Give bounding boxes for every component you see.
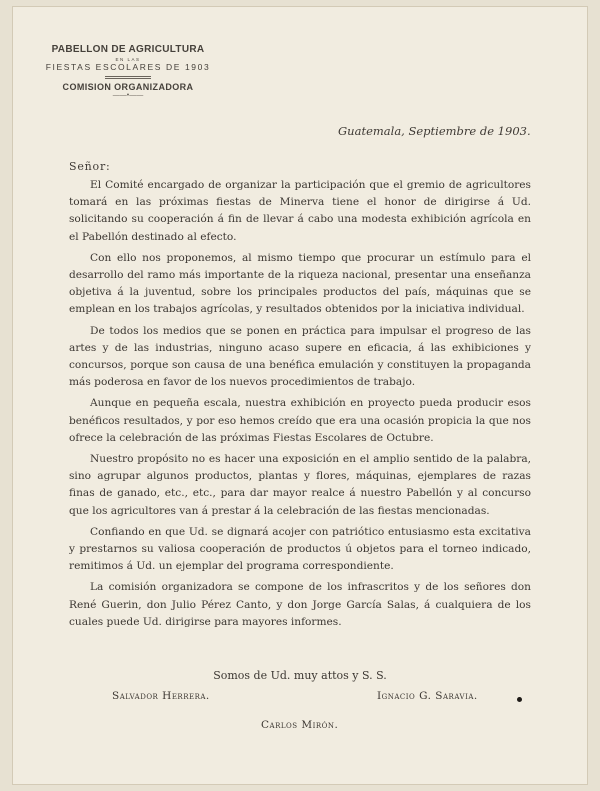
signatory-carlos-miron: Carlos Mirón. bbox=[261, 719, 339, 731]
signatory-salvador-herrera: Salvador Herrera. bbox=[112, 690, 210, 702]
letter-body bbox=[69, 177, 531, 635]
paragraph: Con ello nos proponemos, al mismo tiempo que procurar un estímulo para el desarrollo del ramo más importante de la riqueza nacional, presentar una enseñanza objetiva á la juventud, sobre los principales productos del país, máquinas que se emplean en los trabajos agrícolas, y resultados obtenidos por la iniciativa individual. bbox=[69, 251, 531, 316]
dateline: Guatemala, Septiembre de 1903. bbox=[338, 124, 531, 138]
letterhead-title: PABELLON DE AGRICULTURA bbox=[51, 44, 205, 55]
paragraph: Nuestro propósito no es hacer una exposición en el amplio sentido de la palabra, sino agrupar algunos productos, plantas y flores, máquinas, ejemplares de razas finas de ganado, etc., etc., para dar mayor realce á nuestro Pabellón y al concurso que los agricultores van á prestar á la celebración de las fiestas mencionadas. bbox=[69, 453, 531, 517]
ink-dot-mark bbox=[517, 697, 522, 702]
paragraph: Aunque en pequeña escala, nuestra exhibición en proyecto pueda producir esos benéficos resultados, y por eso hemos creído que era una ocasión propicia la que nos ofrece la celebración de las próximas Fiestas Escolares de Octubre. bbox=[69, 397, 531, 444]
paragraph: La comisión organizadora se compone de los infrascritos y de los señores don René Guerin, don Julio Pérez Canto, y don Jorge García Salas, á cualquiera de los cuales puede Ud. dirigirse para mayores informes. bbox=[69, 581, 531, 628]
paragraph: De todos los medios que se ponen en práctica para impulsar el progreso de las artes y de las industrias, ninguno acaso supere en eficacia, á las exhibiciones y concursos, porque son causa de una benéfica emulación y constituyen la propaganda más poderosa en favor de los nuevos procedimientos de trabajo. bbox=[69, 324, 531, 389]
paragraph: El Comité encargado de organizar la participación que el gremio de agricultores tomará en las próximas fiestas de Minerva tiene el honor de dirigirse á Ud. solicitando su cooperación á fin de llevar á cabo una modesta exhibición agrícola en el Pabellón destinado al efecto. bbox=[69, 179, 531, 243]
letterhead-preposition: EN LAS bbox=[115, 57, 141, 62]
letterhead-event: FIESTAS ESCOLARES DE 1903 bbox=[45, 62, 211, 72]
salutation: Señor: bbox=[69, 160, 111, 173]
letterhead-ornament: ——•—— bbox=[112, 92, 144, 99]
letterhead-committee: COMISION ORGANIZADORA bbox=[62, 82, 194, 92]
closing-line: Somos de Ud. muy attos y S. S. bbox=[213, 669, 387, 682]
letterhead bbox=[33, 44, 223, 100]
signatory-ignacio-saravia: Ignacio G. Saravia. bbox=[377, 690, 478, 702]
paragraph: Confiando en que Ud. se dignará acojer con patriótico entusiasmo esta excitativa y prestarnos su valiosa cooperación de productos ú objetos para el torneo indicado, remitimos á Ud. un ejemplar del programa correspondiente. bbox=[69, 525, 531, 573]
letterhead-rule bbox=[105, 76, 151, 79]
